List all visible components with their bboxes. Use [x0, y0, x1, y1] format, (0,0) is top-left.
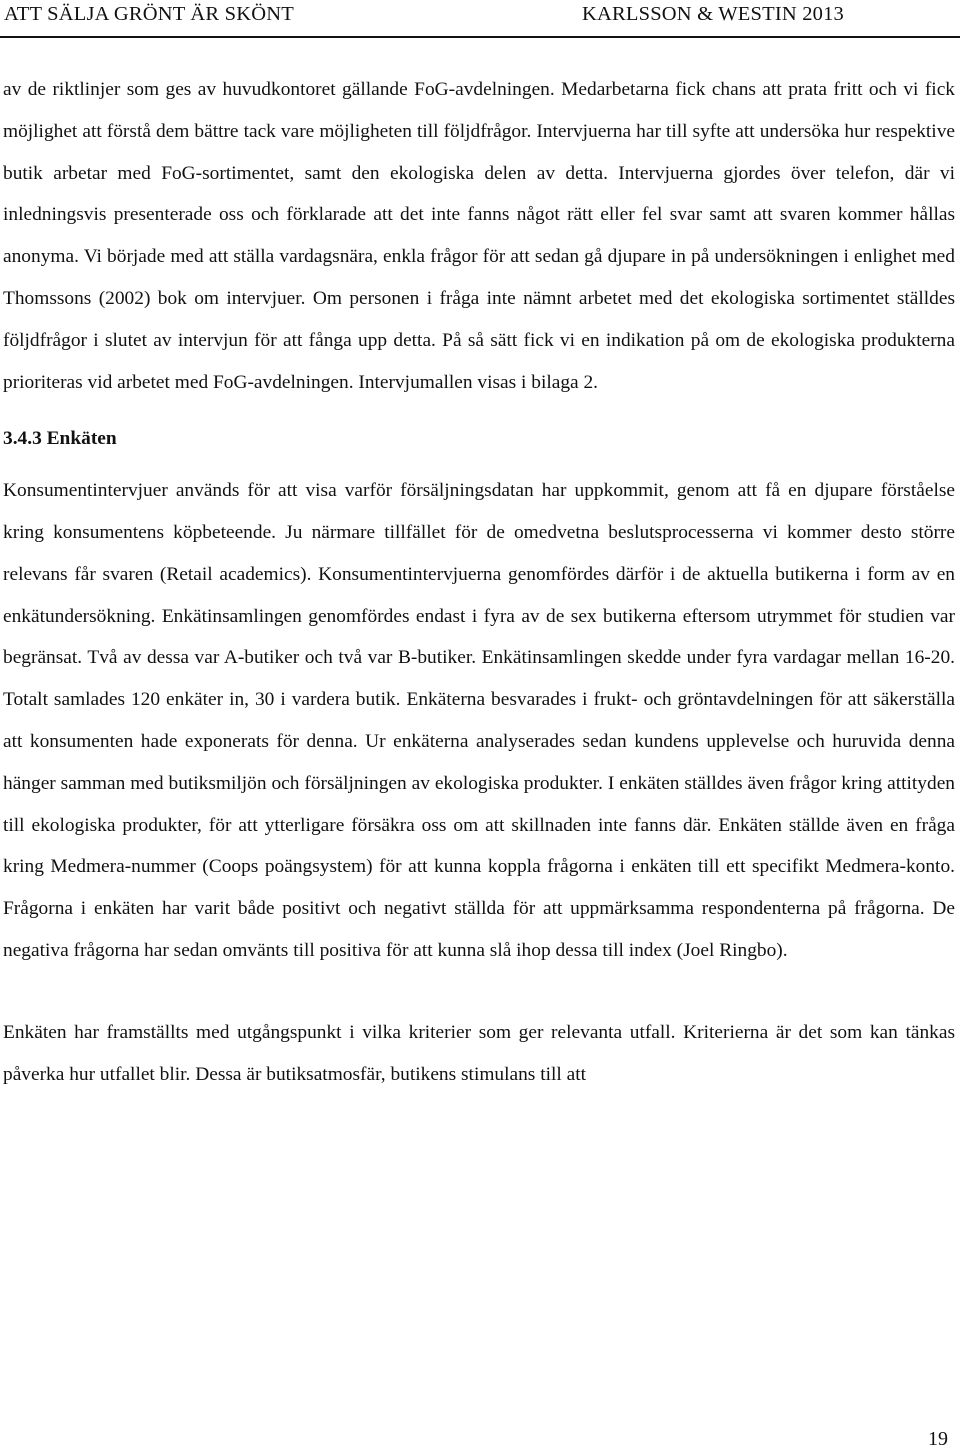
page-number: 19 — [928, 1428, 948, 1450]
header-title: ATT SÄLJA GRÖNT ÄR SKÖNT — [4, 3, 294, 25]
body-paragraph-2: Konsumentintervjuer används för att visa varför försäljningsdatan har uppkommit, genom att få en djupare förståelse kring konsumentens köpbeteende. Ju närmare tillfället för de omedvetna beslutsprocesserna vi kommer desto större relevans får svaren (Retail academics). Konsumentintervjuerna genomfördes därför i de aktuella butikerna i form av en enkätundersökning. Enkätinsamlingen genomfördes endast i fyra av de sex butikerna eftersom utrymmet för studien var begränsat. Två av dessa var A-butiker och två var B-butiker. Enkätinsamlingen skedde under fyra vardagar mellan 16-20. Totalt samlades 120 enkäter in, 30 i vardera butik. Enkäterna besvarades i frukt- och gröntavdelningen för att säkerställa att konsumenten hade exponerats för denna. Ur enkäterna analyserades sedan kundens upplevelse och huruvida denna hänger samman med butiksmiljön och försäljningen av ekologiska produkter. I enkäten ställdes även frågor kring attityden till ekologiska produkter, för att ytterligare försäkra oss om att skillnaden inte fanns där. Enkäten ställde även en fråga kring Medmera-nummer (Coops poängsystem) för att kunna koppla frågorna i enkäten till ett specifikt Medmera-konto. Frågorna i enkäten har varit både positivt och negativt ställda för att uppmärksamma respondenterna på frågorna. De negativa frågorna har sedan omvänts till positiva för att kunna slå ihop dessa till index (Joel Ringbo). — [3, 480, 955, 961]
page-body — [3, 69, 955, 1095]
header-rule — [0, 36, 960, 38]
body-paragraph-1: av de riktlinjer som ges av huvudkontoret gällande FoG-avdelningen. Medarbetarna fick chans att prata fritt och vi fick möjlighet att förstå dem bättre tack vare möjligheten till följdfrågor. Intervjuerna har till syfte att undersöka hur respektive butik arbetar med FoG-sortimentet, samt den ekologiska delen av detta. Intervjuerna gjordes över telefon, där vi inledningsvis presenterade oss och förklarade att det inte fanns något rätt eller fel svar samt att svaren kommer hållas anonyma. Vi började med att ställa vardagsnära, enkla frågor för att sedan gå djupare in på undersökningen i enlighet med Thomssons (2002) bok om intervjuer. Om personen i fråga inte nämnt arbetet med det ekologiska sortimentet ställdes följdfrågor i slutet av intervjun för att fånga upp detta. På så sätt fick vi en indikation på om de ekologiska produkterna prioriteras vid arbetet med FoG-avdelningen. Intervjumallen visas i bilaga 2. — [3, 79, 955, 393]
page-header — [0, 0, 960, 36]
header-authors: KARLSSON & WESTIN 2013 — [582, 3, 844, 25]
section-heading: 3.4.3 Enkäten — [3, 428, 117, 450]
body-paragraph-3: Enkäten har framställts med utgångspunkt i vilka kriterier som ger relevanta utfall. Kriterierna är det som kan tänkas påverka hur utfallet blir. Dessa är butiksatmosfär, butikens stimulans till att — [3, 1021, 955, 1085]
